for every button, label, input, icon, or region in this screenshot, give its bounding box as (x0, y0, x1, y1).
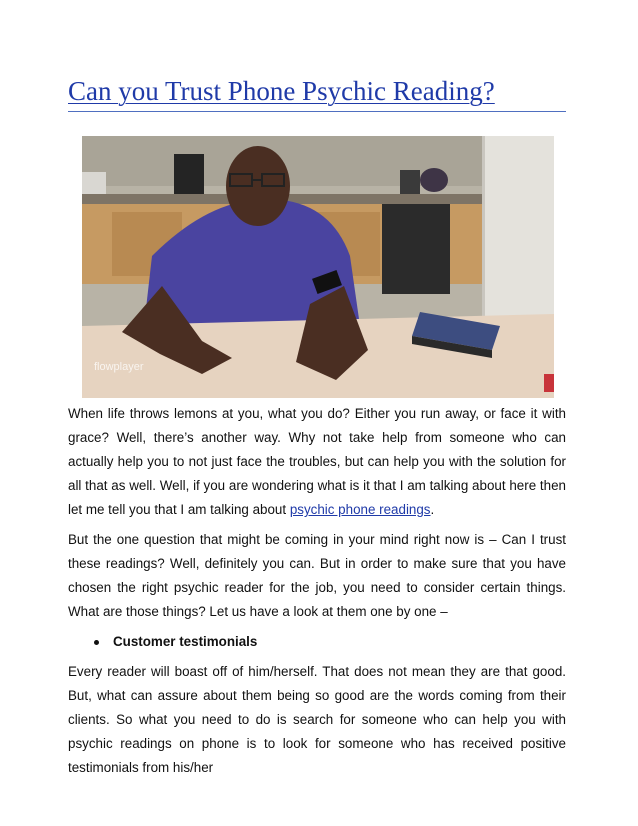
psychic-phone-readings-link[interactable]: psychic phone readings (289, 502, 431, 517)
paragraph-3: Every reader will boast off of him/herself. That does not mean they are that good. But, what can assure about them being so good are the words coming from their clients. So what you need to do is search for someone who can help you with psychic readings on phone is to look for someone who has received positive testimonials from his/her (68, 664, 566, 775)
flowplayer-watermark: flowplayer (94, 361, 144, 373)
bullet-customer-testimonials: Customer testimonials (113, 634, 258, 649)
bullet-item (68, 630, 566, 654)
paragraph-2: But the one question that might be coming in your mind right now is – Can I trust these readings? Well, definitely you can. But in order to make sure that you have chosen the right psychic reader for the job, you need to consider certain things. What are those things? Let us have a look at them one by one – (68, 532, 566, 619)
article-photo (82, 136, 554, 398)
bullet-dot (94, 640, 99, 645)
paragraph-1-end: . (430, 502, 435, 517)
paragraph-1 (68, 402, 566, 522)
paragraph-1-text: When life throws lemons at you, what you do? Either you run away, or face it with grace? Well, there’s another way. Why not take help from someone who can actually help you to not just face the troubles, but can help you with the solution for all that as well. Well, if you are wondering what is it that I am talking about here then let me tell you that I am talking about (68, 406, 566, 517)
photo-illustration (82, 136, 554, 398)
title-underline-rule (68, 111, 566, 112)
document-title: Can you Trust Phone Psychic Reading? (68, 76, 495, 106)
document-body (68, 402, 566, 786)
